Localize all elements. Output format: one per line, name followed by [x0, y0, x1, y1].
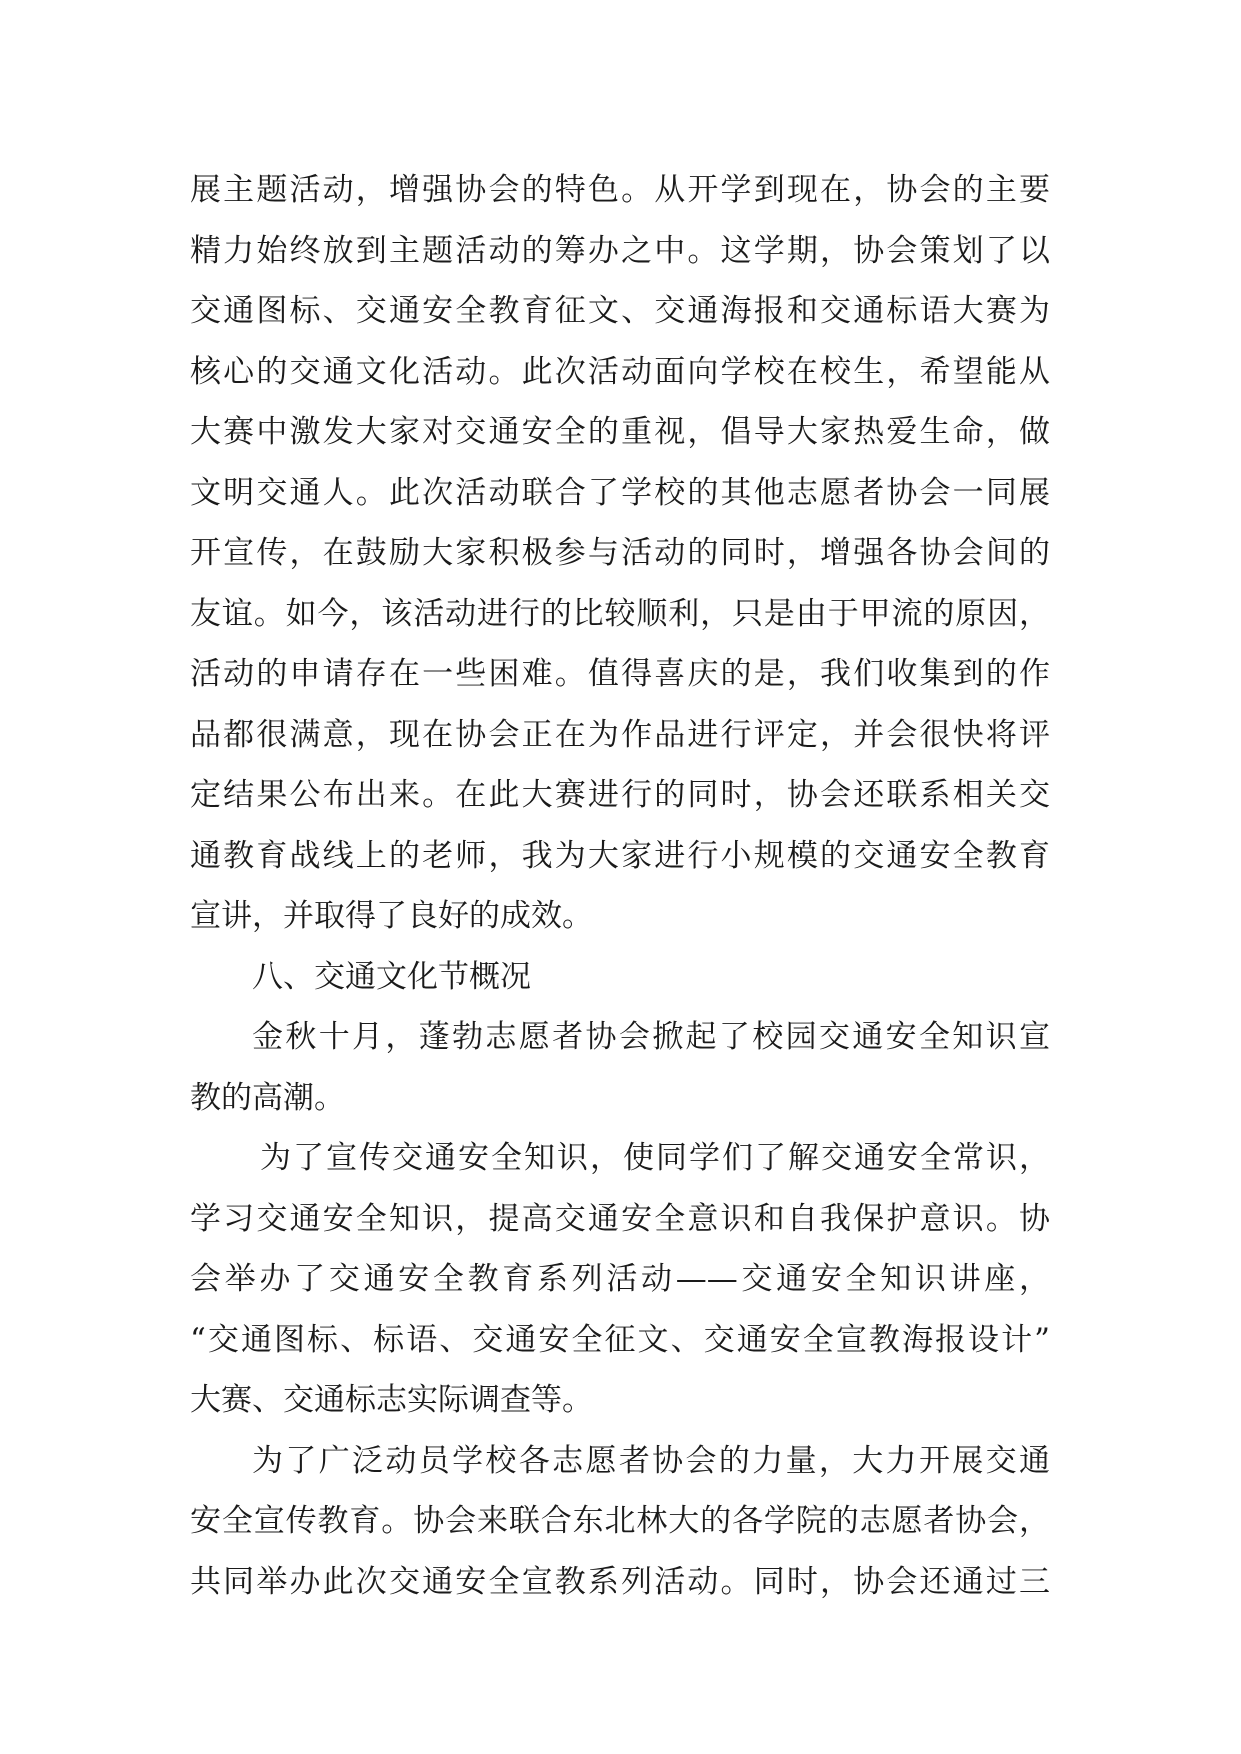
paragraph-publicize-safety [190, 1128, 1050, 1431]
paragraph-theme-activities [190, 160, 1050, 947]
text-line: 活动的申请存在一些困难。值得喜庆的是，我们收集到的作 [190, 656, 1050, 692]
text-line: 为了宣传交通安全知识，使同学们了解交通安全常识， [260, 1140, 1050, 1176]
paragraph-mobilize-associations [190, 1431, 1050, 1613]
text-line: 通教育战线上的老师，我为大家进行小规模的交通安全教育 [190, 837, 1050, 874]
text-line: 宣讲，并取得了良好的成效。 [190, 898, 593, 934]
text-line: 大赛、交通标志实际调查等。 [190, 1382, 593, 1418]
text-line: 大赛中激发大家对交通安全的重视，倡导大家热爱生命，做 [190, 414, 1050, 450]
document-body [190, 160, 1050, 1612]
text-line: 共同举办此次交通安全宣教系列活动。同时，协会还通过三 [190, 1563, 1050, 1600]
text-line: 金秋十月，蓬勃志愿者协会掀起了校园交通安全知识宣 [252, 1019, 1050, 1055]
text-line: “交通图标、标语、交通安全征文、交通安全宣教海报设计” [190, 1321, 1050, 1358]
text-line: 教的高潮。 [190, 1079, 345, 1116]
text-line: 定结果公布出来。在此大赛进行的同时，协会还联系相关交 [190, 777, 1050, 813]
text-line: 安全宣传教育。协会来联合东北林大的各学院的志愿者协会， [190, 1503, 1050, 1539]
text-line: 开宣传，在鼓励大家积极参与活动的同时，增强各协会间的 [190, 535, 1050, 571]
text-line: 文明交通人。此次活动联合了学校的其他志愿者协会一同展 [190, 474, 1050, 511]
text-line: 学习交通安全知识，提高交通安全意识和自我保护意识。协 [190, 1200, 1050, 1237]
text-line: 精力始终放到主题活动的筹办之中。这学期，协会策划了以 [190, 232, 1050, 269]
text-line: 为了广泛动员学校各志愿者协会的力量，大力开展交通 [252, 1442, 1050, 1479]
text-line: 品都很满意，现在协会正在为作品进行评定，并会很快将评 [190, 716, 1050, 753]
text-line: 核心的交通文化活动。此次活动面向学校在校生，希望能从 [190, 353, 1050, 390]
text-line: 友谊。如今，该活动进行的比较顺利，只是由于甲流的原因， [190, 595, 1050, 632]
text-line: 展主题活动，增强协会的特色。从开学到现在，协会的主要 [190, 172, 1050, 208]
text-line: 交通图标、交通安全教育征文、交通海报和交通标语大赛为 [190, 293, 1050, 329]
text-line: 会举办了交通安全教育系列活动——交通安全知识讲座， [190, 1261, 1050, 1297]
paragraph-golden-autumn [190, 1007, 1050, 1128]
section-heading: 八、交通文化节概况 [252, 958, 531, 995]
